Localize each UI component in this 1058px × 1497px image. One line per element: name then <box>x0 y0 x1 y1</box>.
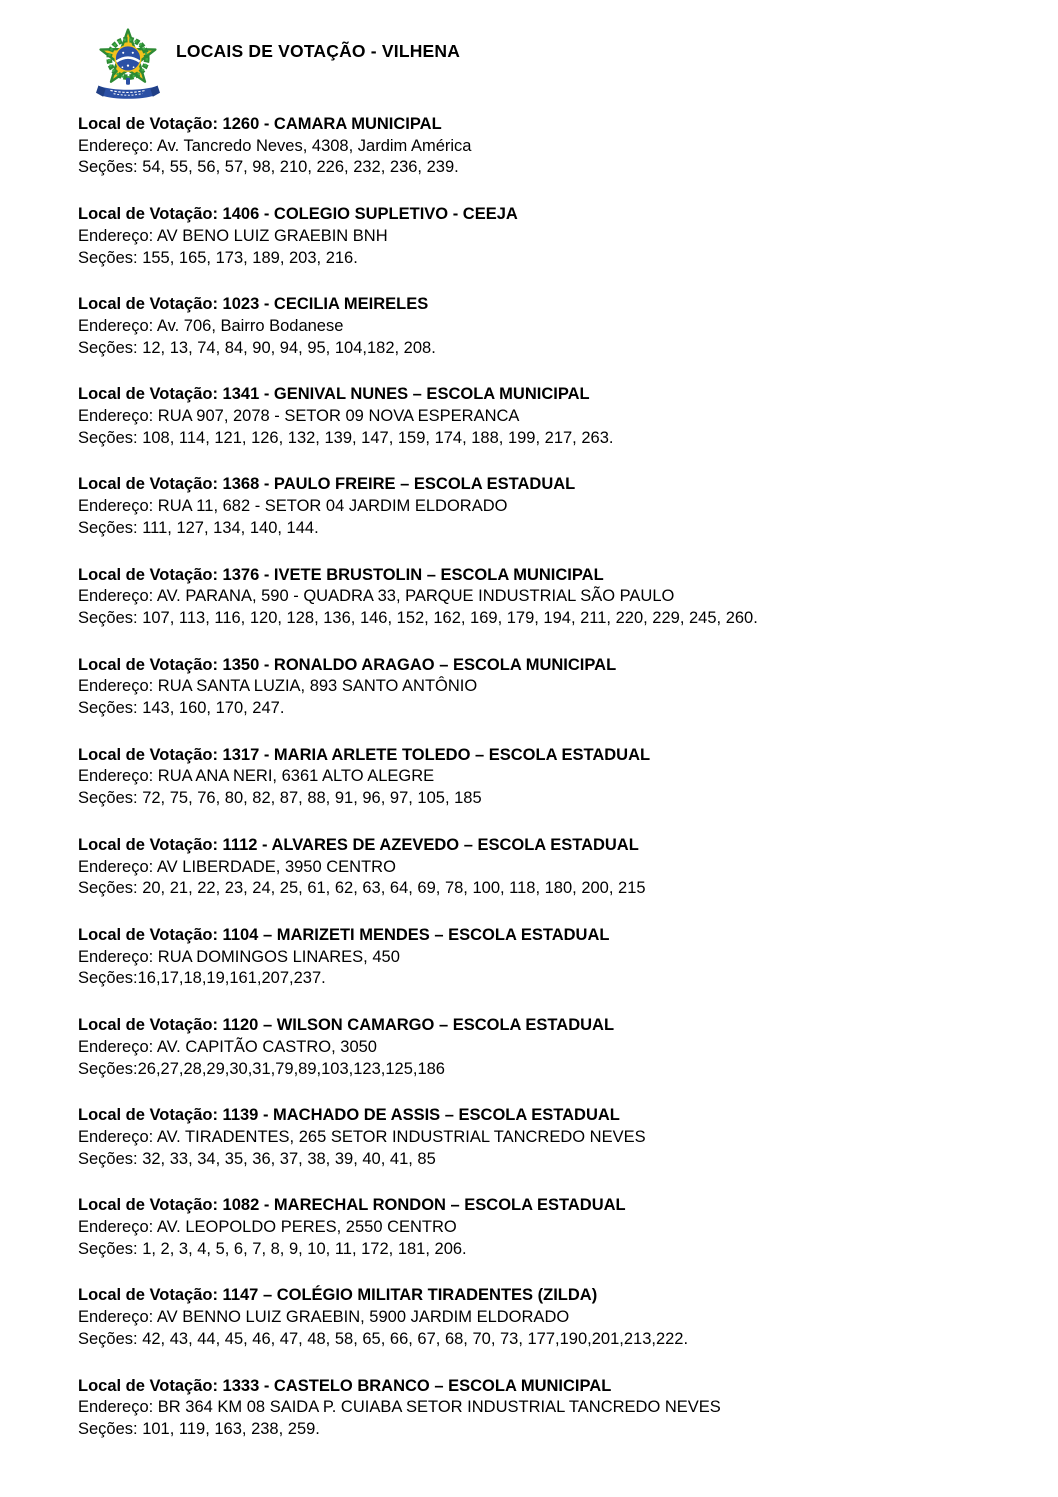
location-entry <box>78 474 1018 539</box>
location-entry <box>78 835 1018 900</box>
location-sections-line: Seções: 155, 165, 173, 189, 203, 216. <box>78 248 358 267</box>
location-title-line: Local de Votação: 1082 - MARECHAL RONDON – ESCOLA ESTADUAL <box>78 1196 626 1215</box>
location-sections-line: Seções:16,17,18,19,161,207,237. <box>78 969 326 988</box>
location-entry <box>78 204 1018 269</box>
location-entry <box>78 1376 1018 1441</box>
locations-list <box>78 114 1018 1441</box>
location-entry <box>78 1285 1018 1350</box>
location-sections-line: Seções: 108, 114, 121, 126, 132, 139, 147, 159, 174, 188, 199, 217, 263. <box>78 428 614 447</box>
location-title-line: Local de Votação: 1333 - CASTELO BRANCO – ESCOLA MUNICIPAL <box>78 1376 612 1395</box>
location-address-line: Endereço: Av. Tancredo Neves, 4308, Jardim América <box>78 136 472 155</box>
location-sections-line: Seções: 143, 160, 170, 247. <box>78 699 285 718</box>
location-address-line: Endereço: AV. CAPITÃO CASTRO, 3050 <box>78 1037 377 1056</box>
location-address-line: Endereço: RUA ANA NERI, 6361 ALTO ALEGRE <box>78 767 435 786</box>
location-entry <box>78 745 1018 810</box>
page-title: LOCAIS DE VOTAÇÃO - VILHENA <box>176 41 461 61</box>
location-title-line: Local de Votação: 1104 – MARIZETI MENDES – ESCOLA ESTADUAL <box>78 925 610 944</box>
location-address-line: Endereço: AV. TIRADENTES, 265 SETOR INDUSTRIAL TANCREDO NEVES <box>78 1127 646 1146</box>
location-title-line: Local de Votação: 1317 - MARIA ARLETE TOLEDO – ESCOLA ESTADUAL <box>78 745 651 764</box>
location-title-line: Local de Votação: 1368 - PAULO FREIRE – ESCOLA ESTADUAL <box>78 475 576 494</box>
location-title-line: Local de Votação: 1350 - RONALDO ARAGAO – ESCOLA MUNICIPAL <box>78 655 617 674</box>
location-entry <box>78 1015 1018 1080</box>
location-entry <box>78 925 1018 990</box>
location-sections-line: Seções: 107, 113, 116, 120, 128, 136, 146, 152, 162, 169, 179, 194, 211, 220, 229, 245, 260. <box>78 608 758 627</box>
location-sections-line: Seções: 101, 119, 163, 238, 259. <box>78 1419 320 1438</box>
location-sections-line: Seções: 12, 13, 74, 84, 90, 94, 95, 104,182, 208. <box>78 338 436 357</box>
location-address-line: Endereço: RUA DOMINGOS LINARES, 450 <box>78 947 400 966</box>
location-sections-line: Seções: 72, 75, 76, 80, 82, 87, 88, 91, 96, 97, 105, 185 <box>78 789 482 808</box>
location-sections-line: Seções: 111, 127, 134, 140, 144. <box>78 518 319 537</box>
location-address-line: Endereço: RUA 11, 682 - SETOR 04 JARDIM ELDORADO <box>78 497 508 516</box>
location-entry <box>78 1195 1018 1260</box>
location-sections-line: Seções: 42, 43, 44, 45, 46, 47, 48, 58, 65, 66, 67, 68, 70, 73, 177,190,201,213,222. <box>78 1329 689 1348</box>
location-address-line: Endereço: AV BENO LUIZ GRAEBIN BNH <box>78 226 388 245</box>
location-entry <box>78 655 1018 720</box>
location-entry <box>78 294 1018 359</box>
location-title-line: Local de Votação: 1120 – WILSON CAMARGO – ESCOLA ESTADUAL <box>78 1016 615 1035</box>
location-sections-line: Seções: 54, 55, 56, 57, 98, 210, 226, 232, 236, 239. <box>78 158 459 177</box>
location-title-line: Local de Votação: 1112 - ALVARES DE AZEVEDO – ESCOLA ESTADUAL <box>78 835 639 854</box>
location-address-line: Endereço: RUA SANTA LUZIA, 893 SANTO ANTÔNIO <box>78 677 478 696</box>
location-address-line: Endereço: Av. 706, Bairro Bodanese <box>78 316 344 335</box>
location-address-line: Endereço: BR 364 KM 08 SAIDA P. CUIABA SETOR INDUSTRIAL TANCREDO NEVES <box>78 1398 721 1417</box>
location-title-line: Local de Votação: 1139 - MACHADO DE ASSIS – ESCOLA ESTADUAL <box>78 1106 620 1125</box>
location-title-line: Local de Votação: 1023 - CECILIA MEIRELES <box>78 295 429 314</box>
location-entry <box>78 384 1018 449</box>
location-sections-line: Seções:26,27,28,29,30,31,79,89,103,123,125,186 <box>78 1059 445 1078</box>
location-title-line: Local de Votação: 1147 – COLÉGIO MILITAR TIRADENTES (ZILDA) <box>78 1286 598 1305</box>
location-title-line: Local de Votação: 1376 - IVETE BRUSTOLIN – ESCOLA MUNICIPAL <box>78 565 604 584</box>
location-title-line: Local de Votação: 1260 - CAMARA MUNICIPAL <box>78 115 442 133</box>
location-sections-line: Seções: 32, 33, 34, 35, 36, 37, 38, 39, 40, 41, 85 <box>78 1149 436 1168</box>
document-header <box>88 28 1018 106</box>
location-address-line: Endereço: RUA 907, 2078 - SETOR 09 NOVA ESPERANCA <box>78 407 520 426</box>
location-address-line: Endereço: AV. LEOPOLDO PERES, 2550 CENTRO <box>78 1218 457 1237</box>
location-address-line: Endereço: AV LIBERDADE, 3950 CENTRO <box>78 857 396 876</box>
brazil-coat-of-arms-icon <box>88 28 168 104</box>
location-address-line: Endereço: AV BENNO LUIZ GRAEBIN, 5900 JARDIM ELDORADO <box>78 1308 570 1327</box>
location-sections-line: Seções: 1, 2, 3, 4, 5, 6, 7, 8, 9, 10, 11, 172, 181, 206. <box>78 1239 467 1258</box>
location-title-line: Local de Votação: 1341 - GENIVAL NUNES – ESCOLA MUNICIPAL <box>78 385 590 404</box>
location-entry <box>78 1105 1018 1170</box>
location-title-line: Local de Votação: 1406 - COLEGIO SUPLETIVO - CEEJA <box>78 205 518 224</box>
location-entry <box>78 114 1018 179</box>
location-address-line: Endereço: AV. PARANA, 590 - QUADRA 33, PARQUE INDUSTRIAL SÃO PAULO <box>78 587 675 606</box>
location-entry <box>78 565 1018 630</box>
location-sections-line: Seções: 20, 21, 22, 23, 24, 25, 61, 62, 63, 64, 69, 78, 100, 118, 180, 200, 215 <box>78 879 646 898</box>
